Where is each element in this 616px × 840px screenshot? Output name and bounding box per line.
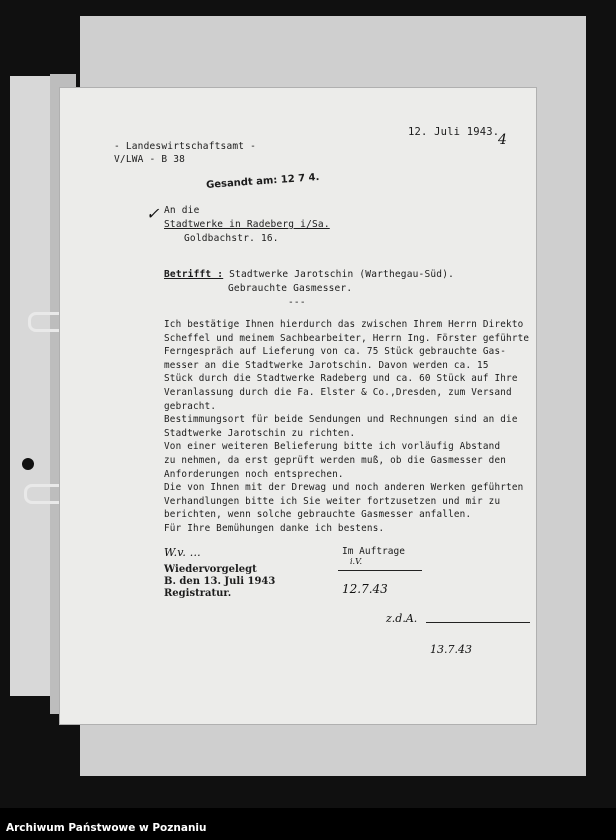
subject-line: Stadtwerke Jarotschin (Warthegau-Süd). bbox=[229, 269, 455, 280]
signature-line: i.V. bbox=[350, 557, 363, 566]
signature-block bbox=[342, 546, 405, 596]
separator: --- bbox=[288, 297, 306, 308]
body-line: Stadtwerke Jarotschin zu richten. bbox=[164, 427, 356, 439]
body-line: Stück durch die Stadtwerke Radeberg und ca. 60 Stück auf Ihre bbox=[164, 373, 518, 385]
page-mark: 4 bbox=[498, 132, 508, 148]
file-note-line: z.d.A. bbox=[386, 612, 418, 625]
registry-line: Registratur. bbox=[164, 588, 232, 599]
body-line: zu nehmen, da erst geprüft werden muß, ob die Gasmesser den bbox=[164, 454, 507, 466]
registry-line: Wiedervorgelegt bbox=[164, 564, 257, 575]
registry-stamp bbox=[164, 564, 275, 600]
sender-block bbox=[114, 140, 256, 166]
subject-block bbox=[164, 268, 454, 310]
body-line: Ferngespräch auf Lieferung von ca. 75 Stück gebrauchte Gas- bbox=[164, 346, 507, 358]
letter-page bbox=[60, 88, 536, 724]
body-line: Die von Ihnen mit der Drewag und noch anderen Werken geführten bbox=[164, 482, 524, 494]
body-line: gebracht. bbox=[164, 400, 217, 412]
subject-line: Gebrauchte Gasmesser. bbox=[228, 283, 353, 294]
body-line: Bestimmungsort für beide Sendungen und Rechnungen sind an die bbox=[164, 414, 518, 426]
body-line: Verhandlungen bitte ich Sie weiter fortzusetzen und mir zu bbox=[164, 495, 501, 507]
body-line: Anforderungen noch entsprechen. bbox=[164, 468, 344, 480]
body-line: Von einer weiteren Belieferung bitte ich vorläufig Abstand bbox=[164, 441, 501, 453]
subject-label: Betrifft : bbox=[164, 269, 224, 280]
sender-line: - Landeswirtschaftsamt - bbox=[114, 141, 257, 152]
recipient-line: Goldbachstr. 16. bbox=[184, 233, 279, 244]
recipient-line: An die bbox=[164, 205, 200, 216]
letter-date: 12. Juli 1943. bbox=[408, 126, 500, 138]
body-line: berichten, wenn solche gebrauchte Gasmesser anfallen. bbox=[164, 509, 472, 521]
recipient-line: Stadtwerke in Radeberg i/Sa. bbox=[164, 219, 330, 230]
body-line: Für Ihre Bemühungen danke ich bestens. bbox=[164, 522, 385, 534]
sender-line: V/LWA - B 38 bbox=[114, 154, 186, 165]
archive-footer bbox=[0, 808, 616, 840]
recipient-block bbox=[164, 204, 330, 246]
letter-body bbox=[164, 318, 529, 536]
checkmark: ✓ bbox=[146, 204, 160, 223]
signature-stroke bbox=[426, 622, 530, 623]
body-line: Scheffel und meinem Sachbearbeiter, Herrn Ing. Förster geführte bbox=[164, 332, 530, 344]
file-note-line: 13.7.43 bbox=[430, 643, 472, 656]
handwritten-annotation: W.v. ... bbox=[164, 546, 201, 559]
file-note bbox=[386, 612, 472, 656]
signature-line: 12.7.43 bbox=[342, 582, 388, 596]
body-line: Ich bestätige Ihnen hierdurch das zwischen Ihrem Herrn Direkto bbox=[164, 319, 524, 330]
signature-stroke bbox=[338, 570, 422, 571]
archive-name: Archiwum Państwowe w Poznaniu bbox=[6, 822, 207, 834]
sent-stamp: Gesandt am: 12 7 4. bbox=[205, 172, 320, 191]
body-line: messer an die Stadtwerke Jarotschin. Davon werden ca. 15 bbox=[164, 359, 489, 371]
signature-line: Im Auftrage bbox=[342, 546, 405, 557]
registry-line: B. den 13. Juli 1943 bbox=[164, 576, 276, 587]
punch-hole bbox=[22, 458, 34, 470]
body-line: Veranlassung durch die Fa. Elster & Co.,Dresden, zum Versand bbox=[164, 386, 512, 398]
